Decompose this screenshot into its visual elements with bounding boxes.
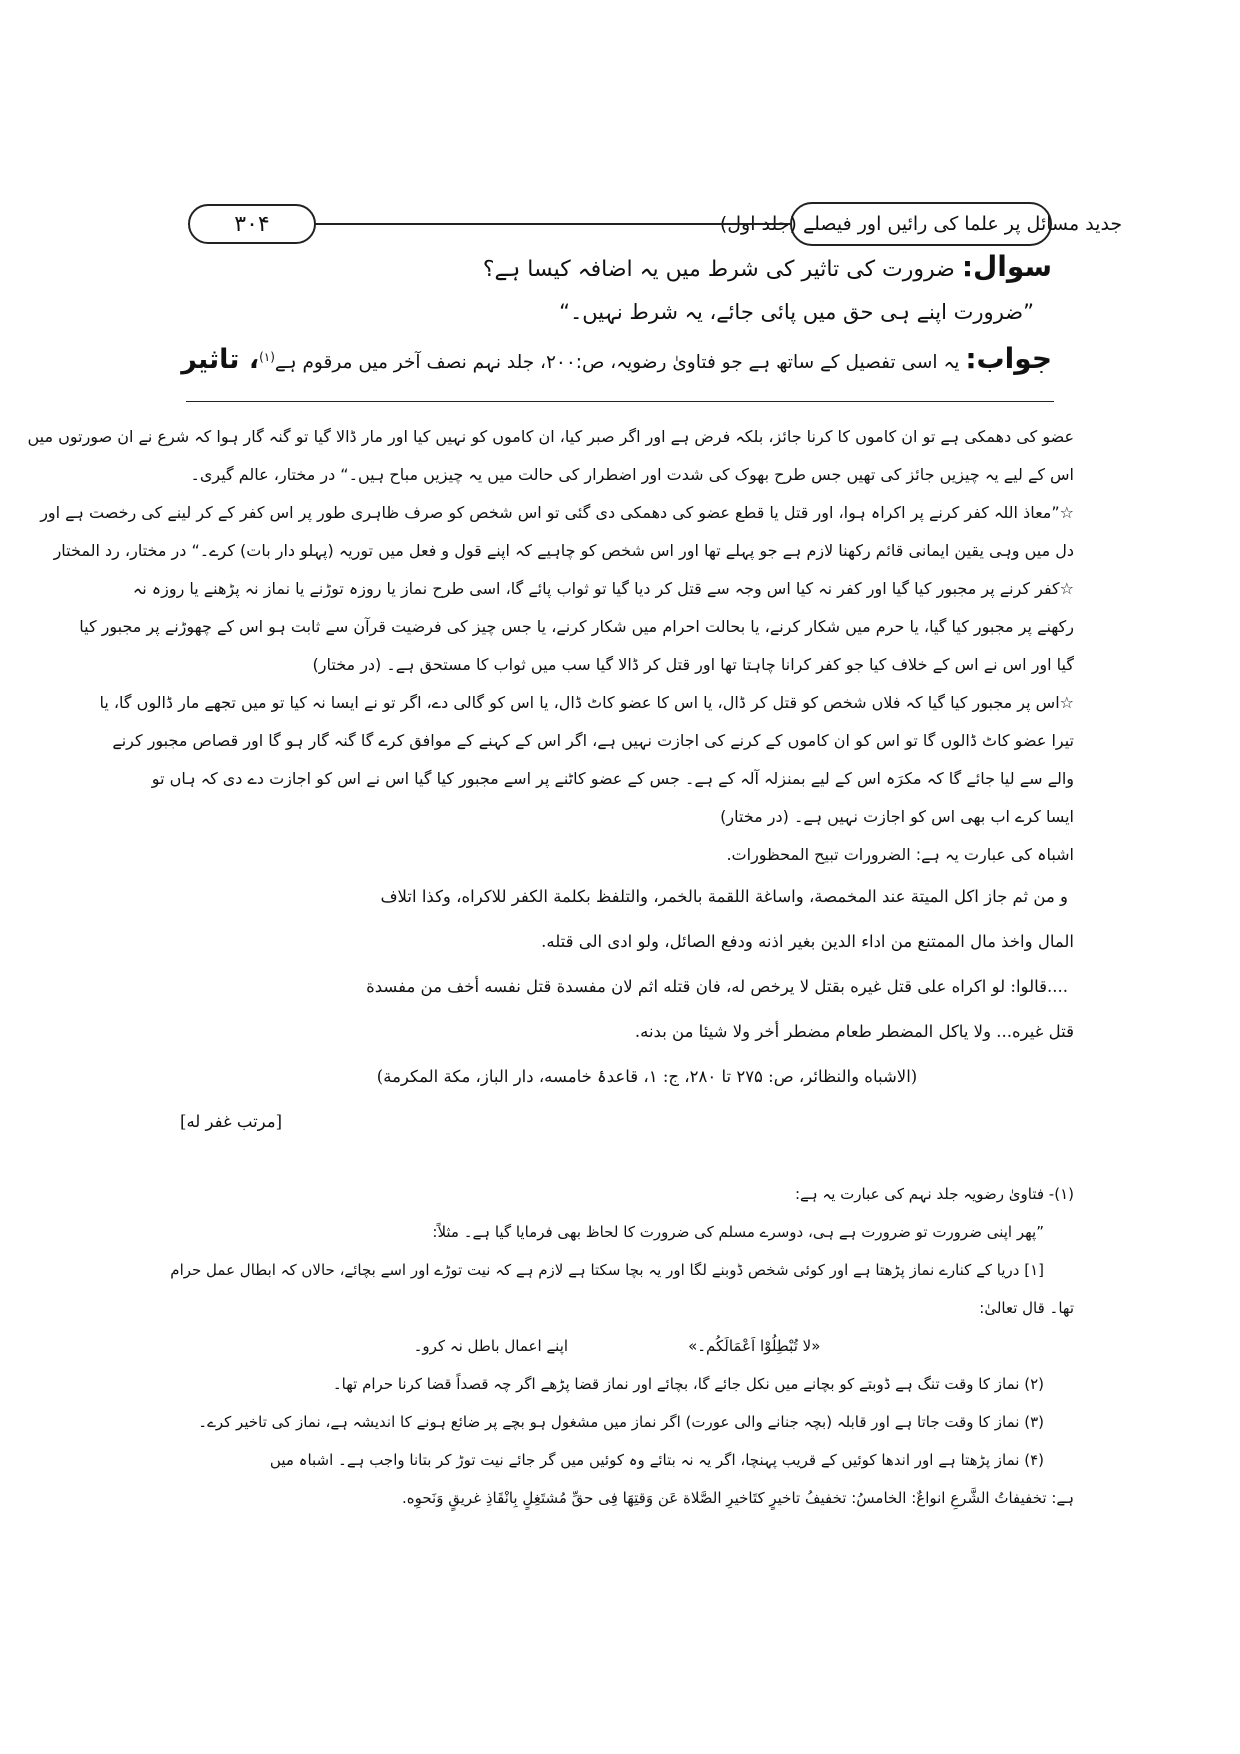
paragraph-line: اشباہ کی عبارت یہ ہے: الضرورات تبیح المحظورات. (726, 845, 1074, 864)
spacer (160, 1145, 1074, 1175)
footnote-line: [۱] دریا کے کنارے نماز پڑھتا ہے اور کوئی شخص ڈوبنے لگا اور یہ بچا سکتا ہے لازم ہے کہ نیت توڑے اور اسے بچائے، حالاں کہ ابطال عمل حرام (170, 1261, 1044, 1279)
footnote-line: (۱)- فتاویٰ رضویہ جلد نہم کی عبارت یہ ہے: (795, 1185, 1074, 1203)
question-label: سوال: (961, 250, 1052, 283)
question-quote: ”ضرورت اپنے ہی حق میں پائی جائے، یہ شرط نہیں۔“ (559, 300, 1034, 324)
arabic-line: المال واخذ مال الممتنع من اداء الدين بغير اذنه ودفع الصائل، ولو ادى الى قتله. (541, 932, 1074, 951)
arabic-line: ....قالوا: لو اكراه على قتل غيره بقتل لا يرخص له، فان قتله اثم لان مفسدة قتل نفسه أخف من مفسدة (366, 977, 1068, 996)
page-body (27, 418, 1074, 1517)
answer-tail: ، تاثیر (181, 344, 260, 375)
footnote-line: (۲) نماز کا وقت تنگ ہے ڈوبتے کو بچانے میں نکل جائے گا، بچائے اور نماز قضا پڑھے اگر چہ قصداً قضا کرنا حرام تھا۔ (332, 1375, 1044, 1393)
answer-text: یہ اسی تفصیل کے ساتھ ہے جو فتاویٰ رضویہ، ص:۲۰۰، جلد نہم نصف آخر میں مرقوم ہے (274, 352, 966, 373)
paragraph-line: ایسا کرے اب بھی اس کو اجازت نہیں ہے۔ (در مختار) (720, 807, 1074, 826)
arabic-line: قتل غيره... ولا ياكل المضطر طعام مضطر أخر ولا شيئا من بدنه. (634, 1022, 1074, 1041)
answer-label: جواب: (965, 342, 1052, 375)
footnote-line: تھا۔ قال تعالیٰ: (979, 1299, 1074, 1317)
paragraph-line: والے سے لیا جائے گا کہ مکرَہ اس کے لیے بمنزلہ آلہ کے ہے۔ جس کے عضو کاٹنے پر اسے مجبور کیا گیا اس نے اس کو اجازت دے دی کہ ہاں تو (151, 769, 1074, 788)
paragraph-line: ☆کفر کرنے پر مجبور کیا گیا اور کفر نہ کیا اس وجہ سے قتل کر دیا گیا تو ثواب پائے گا، اسی طرح نماز یا روزہ توڑنے یا نماز نہ پڑھنے یا روزہ نہ (132, 579, 1074, 598)
verse-line (160, 1327, 1074, 1365)
paragraph-line: ☆”معاذ اللہ کفر کرنے پر اکراہ ہوا، اور قتل یا قطع عضو کی دھمکی دی گئی تو اس شخص کو صرف ظاہری طور پر اس کفر کے کر لینے کی رخصت ہے اور (40, 503, 1074, 522)
arabic-line: و من ثم جاز اكل الميتة عند المخمصة، واساغة اللقمة بالخمر، والتلفظ بكلمة الكفر للاكراه، وكذا اتلاف (380, 887, 1068, 906)
paragraph-line: عضو کی دھمکی ہے تو ان کاموں کا کرنا جائز، بلکہ فرض ہے اور اگر صبر کیا، ان کاموں کو نہیں کیا اور مار ڈالا گیا تو گنہ گار ہوا کہ شرع نے ان صورتوں میں (27, 427, 1074, 446)
answer-line (181, 342, 1052, 375)
header-rule (314, 223, 792, 225)
section-divider (186, 401, 1054, 402)
book-title: جدید مسائل پر علما کی رائیں اور فیصلے (جلد اول) (719, 213, 1123, 235)
paragraph-line: گیا اور اس نے اس کے خلاف کیا جو کفر کرانا چاہتا تھا اور قتل کر ڈالا گیا سب میں ثواب کا مستحق ہے۔ (در مختار) (312, 655, 1074, 674)
footnote-line: (۴) نماز پڑھتا ہے اور اندھا کوئیں کے قریب پہنچا، اگر یہ نہ بتائے وہ کوئیں میں گر جائے نیت توڑ کر بتانا واجب ہے۔ اشباہ میں (269, 1451, 1044, 1469)
arabic-source: (الاشباه والنظائر، ص: ۲۷۵ تا ۲۸۰، ج: ۱، قاعدۂ خامسه، دار الباز، مكة المكرمة) (376, 1067, 918, 1086)
verse-urdu: اپنے اعمال باطل نہ کرو۔ (413, 1337, 569, 1355)
footnote-line: ہے: تخفیفاتُ الشَّرعِ انواعٌ: الخامسُ: تخفیفُ تاخیرٍ كتَاخیرِ الصَّلاة عَن وَقتِهَا فِی حقِّ مُشتَغِلٍ بِانْقَاذِ غریقٍ وَنَحوِه. (402, 1489, 1074, 1507)
paragraph-line: تیرا عضو کاٹ ڈالوں گا تو اس کو ان کاموں کے کرنے کی اجازت نہیں ہے، اگر اس کے کہنے کے موافق کرے گا گنہ گار ہو گا اور قصاص مجبور کرنے (112, 731, 1074, 750)
footnote-line: ”پھر اپنی ضرورت تو ضرورت ہے ہی، دوسرے مسلم کی ضرورت کا لحاظ بھی فرمایا گیا ہے۔ مثلاً: (432, 1223, 1044, 1241)
compiler-signature: [مرتب غفر له] (180, 1112, 283, 1131)
paragraph-line: رکھنے پر مجبور کیا گیا، یا حرم میں شکار کرنے، یا بحالت احرام میں شکار کرنے، یا جس چیز کی فرضیت قرآن سے ثابت ہو اس کے چھوڑنے پر مجبور کیا (79, 617, 1074, 636)
page-number-box (188, 204, 316, 244)
paragraph-line: اس کے لیے یہ چیزیں جائز کی تھیں جس طرح بھوک کی شدت اور اضطرار کی حالت میں یہ چیزیں مباح ہیں۔“ در مختار، عالم گیری۔ (190, 465, 1074, 484)
verse-arabic: «لا تُبْطِلُوْا اَعْمَالَكُم۔» (688, 1337, 821, 1355)
question-line (188, 250, 1052, 283)
footnote-ref: (۱) (259, 349, 275, 364)
book-title-box (719, 202, 1123, 246)
footnote-line: (۳) نماز کا وقت جاتا ہے اور قابلہ (بچہ جنانے والی عورت) اگر نماز میں مشغول ہو بچے پر ضائع ہونے کا اندیشہ ہے، نماز کی تاخیر کرے۔ (198, 1413, 1044, 1431)
paragraph-line: ☆اس پر مجبور کیا گیا کہ فلاں شخص کو قتل کر ڈال، یا اس کا عضو کاٹ ڈال، یا اس کو گالی دے، اگر تو نے ایسا نہ کیا تو میں تجھے مار ڈالوں گا، یا (99, 693, 1074, 712)
page-number: ۳۰۴ (234, 211, 270, 237)
question-text: ضرورت کی تاثیر کی شرط میں یہ اضافہ کیسا ہے؟ (482, 257, 962, 282)
paragraph-line: دل میں وہی یقین ایمانی قائم رکھنا لازم ہے جو پہلے تھا اور اس شخص کو چاہیے کہ اپنے قول و فعل میں توریہ (پہلو دار بات) کرے۔“ در مختار، رد المختار (53, 541, 1074, 560)
